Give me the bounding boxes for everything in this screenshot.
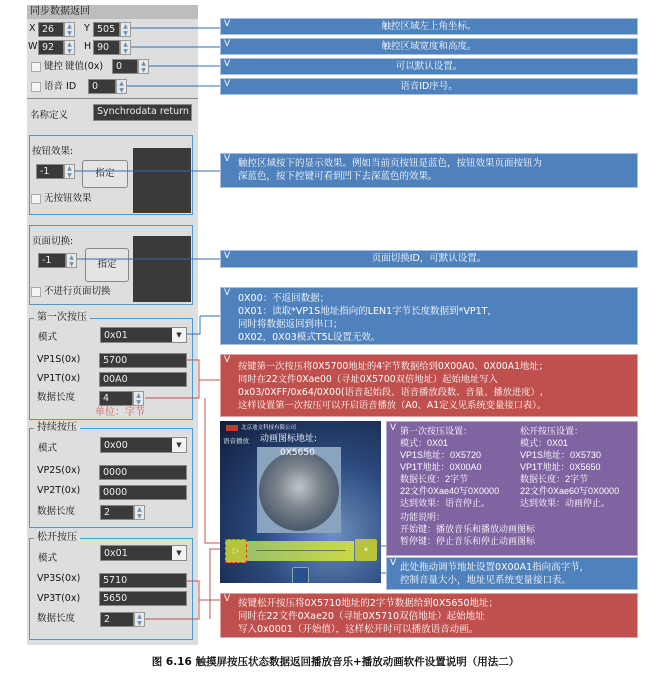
vp3t-label: VP3T(0x) bbox=[37, 593, 81, 604]
callout-line: 这样设置第一次按压可以开启语音播放（A0、A1定义见系统变量接口表）。 bbox=[238, 400, 547, 411]
callout-line: 触控区域按下的显示效果。例如当前页按钮是蓝色，按钮效果页面按钮为 bbox=[238, 158, 543, 169]
pin-icon: V bbox=[224, 154, 231, 164]
callout-page-switch bbox=[220, 250, 638, 268]
anim-address: 0X5650 bbox=[280, 448, 315, 458]
key-value-label: 键值(0x) bbox=[65, 61, 104, 72]
anim-icon-frame bbox=[257, 447, 341, 533]
settings-line: VP1S地址：0X5730 bbox=[520, 450, 602, 460]
page-switch-label: 页面切换: bbox=[32, 236, 74, 247]
pause-button[interactable]: ⏸ bbox=[355, 539, 377, 561]
anim-label: 动画图标地址: bbox=[260, 434, 318, 444]
pin-icon: V bbox=[224, 19, 231, 29]
settings-line: 松开按压设置： bbox=[520, 426, 584, 436]
continuous-press-mode-value: 0x00 bbox=[104, 440, 128, 451]
settings-line: VP1T地址：0X00A0 bbox=[400, 462, 482, 472]
pin-icon: V bbox=[224, 79, 231, 89]
device-screen-preview bbox=[220, 421, 381, 583]
button-effect-spinner[interactable]: ▲ ▼ bbox=[64, 164, 75, 179]
release-press-length-input[interactable]: 2 bbox=[100, 612, 134, 627]
callout-volume bbox=[386, 557, 638, 590]
h-spinner[interactable]: ▲ ▼ bbox=[120, 40, 131, 55]
h-label: H bbox=[84, 41, 92, 52]
callout-text: 页面切换ID，可默认设置。 bbox=[371, 253, 487, 264]
figure-caption: 图 6.16 触摸屏按压状态数据返回播放音乐+播放动画软件设置说明（用法二） bbox=[151, 656, 520, 668]
callout-size bbox=[220, 38, 638, 55]
no-page-switch-label: 不进行页面切换 bbox=[44, 286, 111, 297]
callout-text: 触控区域左上角坐标。 bbox=[381, 21, 477, 32]
release-press-mode-label: 模式 bbox=[38, 553, 58, 564]
vp1s-label: VP1S(0x) bbox=[37, 354, 81, 365]
name-input[interactable]: Synchrodata return bbox=[93, 104, 192, 121]
settings-line: 达到效果：语音停止。 bbox=[400, 498, 491, 508]
continuous-press-mode-label: 模式 bbox=[38, 443, 58, 454]
continuous-press-length-input[interactable]: 2 bbox=[100, 505, 134, 520]
callout-first-press bbox=[220, 354, 638, 417]
company-name: 北京迪文科技有限公司 bbox=[241, 425, 297, 431]
vp2t-input[interactable]: 0000 bbox=[99, 485, 187, 500]
first-press-length-label: 数据长度 bbox=[37, 392, 76, 403]
callout-line: 写入0x0001（开始值），这样松开时可以播放语音动画。 bbox=[238, 624, 479, 635]
pin-icon: V bbox=[390, 422, 397, 432]
settings-line: 模式：0X01 bbox=[400, 438, 449, 448]
chevron-down-icon: ▼ bbox=[172, 546, 186, 560]
unit-note: 单位：字节 bbox=[95, 407, 145, 418]
x-spinner[interactable]: ▲ ▼ bbox=[64, 22, 75, 37]
voice-id-input[interactable]: 0 bbox=[88, 79, 116, 94]
callout-line: 按键第一次按压将0X5700地址的4字节数据给到0X00A0、0X00A1地址； bbox=[238, 361, 548, 372]
callout-release-press bbox=[220, 593, 638, 638]
chevron-down-icon: ▼ bbox=[172, 328, 186, 342]
release-press-settings bbox=[520, 425, 619, 509]
callout-button-effect bbox=[220, 153, 638, 188]
vp2s-label: VP2S(0x) bbox=[37, 465, 81, 476]
vp3s-input[interactable]: 5710 bbox=[99, 573, 187, 588]
page-switch-spinner[interactable]: ▲ ▼ bbox=[66, 253, 77, 268]
callout-key-default bbox=[220, 58, 638, 75]
page-switch-assign-button[interactable]: 指定 bbox=[85, 248, 129, 282]
page-switch-input[interactable]: -1 bbox=[38, 253, 66, 268]
pin-icon: V bbox=[224, 594, 231, 604]
settings-line: 模式：0X01 bbox=[520, 438, 569, 448]
callout-line: 0X00：不返回数据； bbox=[238, 293, 330, 304]
pin-icon: V bbox=[224, 288, 231, 298]
settings-line: VP1S地址：0X5720 bbox=[400, 450, 482, 460]
callout-text: 语音ID序号。 bbox=[400, 81, 458, 92]
volume-slider[interactable] bbox=[246, 541, 354, 561]
button-effect-assign-button[interactable]: 指定 bbox=[82, 160, 128, 188]
key-control-label: 键控 bbox=[44, 61, 64, 72]
play-button[interactable]: ▷ bbox=[225, 539, 247, 563]
y-input[interactable]: 505 bbox=[93, 22, 120, 37]
vp3t-input[interactable]: 5650 bbox=[99, 591, 187, 606]
name-label: 名称定义 bbox=[30, 110, 69, 121]
key-value-input[interactable]: 0 bbox=[112, 59, 138, 74]
panel-title: 同步数据返回 bbox=[27, 5, 198, 19]
callout-line: 深蓝色，按下控键可看到凹下去深蓝色的效果。 bbox=[238, 171, 438, 182]
first-press-title: 第一次按压 bbox=[34, 312, 90, 324]
settings-line: 22文件0Xae60写0X0000 bbox=[520, 486, 620, 496]
voice-id-spinner[interactable]: ▲ ▼ bbox=[116, 79, 127, 94]
function-line: 暂停键：停止音乐和停止动画图标 bbox=[400, 536, 536, 546]
callout-mode-explanation bbox=[220, 287, 638, 345]
release-press-mode-value: 0x01 bbox=[104, 548, 128, 559]
device-title: 语音播放 bbox=[223, 437, 249, 445]
no-effect-label: 无按钮效果 bbox=[44, 193, 92, 204]
key-value-spinner[interactable]: ▲ ▼ bbox=[138, 59, 149, 74]
callout-line: 同时在22文件0Xae20（寻址0X5710双倍地址）起始地址 bbox=[238, 611, 485, 622]
callout-line: 此处拖动调节地址设置0X00A1指向高字节， bbox=[400, 562, 590, 573]
vp1s-input[interactable]: 5700 bbox=[99, 353, 187, 368]
callout-line: 0X01：读取*VP1S地址指向的LEN1字节长度数据到*VP1T， bbox=[238, 306, 497, 317]
y-label: Y bbox=[84, 23, 90, 34]
h-input[interactable]: 90 bbox=[93, 40, 120, 55]
first-press-mode-value: 0x01 bbox=[104, 330, 128, 341]
pin-icon: V bbox=[390, 558, 397, 568]
w-input[interactable]: 92 bbox=[38, 40, 64, 55]
callout-line: 按键松开按压将0X5710地址的2字节数据给到0X5650地址； bbox=[238, 598, 499, 609]
settings-line: 22文件0Xae40写0X0000 bbox=[400, 486, 500, 496]
vp2s-input[interactable]: 0000 bbox=[99, 465, 187, 480]
pin-icon: V bbox=[224, 251, 231, 261]
chevron-down-icon: ▼ bbox=[172, 438, 186, 452]
callout-text: 触控区域宽度和高度。 bbox=[381, 41, 477, 52]
settings-line: 第一次按压设置： bbox=[400, 426, 473, 436]
release-press-title: 松开按压 bbox=[34, 532, 80, 544]
function-line: 开始键：播放音乐和播放动画图标 bbox=[400, 524, 536, 534]
first-press-mode-label: 模式 bbox=[38, 332, 58, 343]
callout-position bbox=[220, 18, 638, 35]
y-spinner[interactable]: ▲ ▼ bbox=[120, 22, 131, 37]
settings-line: VP1T地址：0X5650 bbox=[520, 462, 601, 472]
callout-text: 可以默认设置。 bbox=[395, 61, 463, 72]
continuous-press-length-label: 数据长度 bbox=[37, 506, 76, 517]
callout-press-settings bbox=[386, 421, 638, 556]
button-effect-input[interactable]: -1 bbox=[36, 164, 64, 179]
callout-line: 0x03/0XFF/0x64/0X00(语音起始段、语音播放段数、音量、播放进度）, bbox=[238, 387, 543, 398]
vp1t-input[interactable]: 00A0 bbox=[99, 372, 187, 387]
callout-voice-id bbox=[220, 78, 638, 95]
button-effect-label: 按钮效果: bbox=[32, 146, 74, 157]
callout-line: 控制音量大小，地址见系统变量接口表。 bbox=[400, 575, 572, 586]
first-press-length-spinner[interactable]: ▲ ▼ bbox=[133, 391, 144, 406]
callout-line: 0X02，0X03模式T5L设置无效。 bbox=[238, 332, 381, 343]
settings-line: 数据长度：2字节 bbox=[400, 474, 469, 484]
vp1t-label: VP1T(0x) bbox=[37, 373, 81, 384]
continuous-press-length-spinner[interactable]: ▲ ▼ bbox=[134, 505, 145, 520]
pin-icon: V bbox=[224, 355, 231, 365]
vp2t-label: VP2T(0x) bbox=[37, 485, 81, 496]
settings-line: 数据长度：2字节 bbox=[520, 474, 589, 484]
release-press-length-spinner[interactable]: ▲ ▼ bbox=[134, 612, 145, 627]
vp3s-label: VP3S(0x) bbox=[37, 573, 81, 584]
pin-icon: V bbox=[224, 39, 231, 49]
buddha-statue-image bbox=[259, 451, 339, 531]
first-press-length-input[interactable]: 4 bbox=[99, 391, 133, 406]
callout-line: 同时在22文件0Xae00（寻址0X5700双倍地址）起始地址写入 bbox=[238, 374, 498, 385]
x-label: X bbox=[29, 23, 36, 34]
first-press-settings bbox=[400, 425, 520, 509]
release-press-length-label: 数据长度 bbox=[37, 613, 76, 624]
settings-line: 达到效果：动画停止。 bbox=[520, 498, 611, 508]
function-line: 功能说明： bbox=[400, 512, 446, 522]
x-input[interactable]: 26 bbox=[38, 22, 64, 37]
w-label: W bbox=[28, 41, 38, 52]
pin-icon: V bbox=[224, 59, 231, 69]
callout-line: 同时将数据返回到串口； bbox=[238, 319, 343, 330]
continuous-press-title: 持续按压 bbox=[34, 422, 80, 434]
voice-id-label: 语音 ID bbox=[44, 81, 77, 92]
stop-button[interactable] bbox=[292, 567, 309, 583]
logo-icon bbox=[226, 425, 238, 431]
w-spinner[interactable]: ▲ ▼ bbox=[64, 40, 75, 55]
